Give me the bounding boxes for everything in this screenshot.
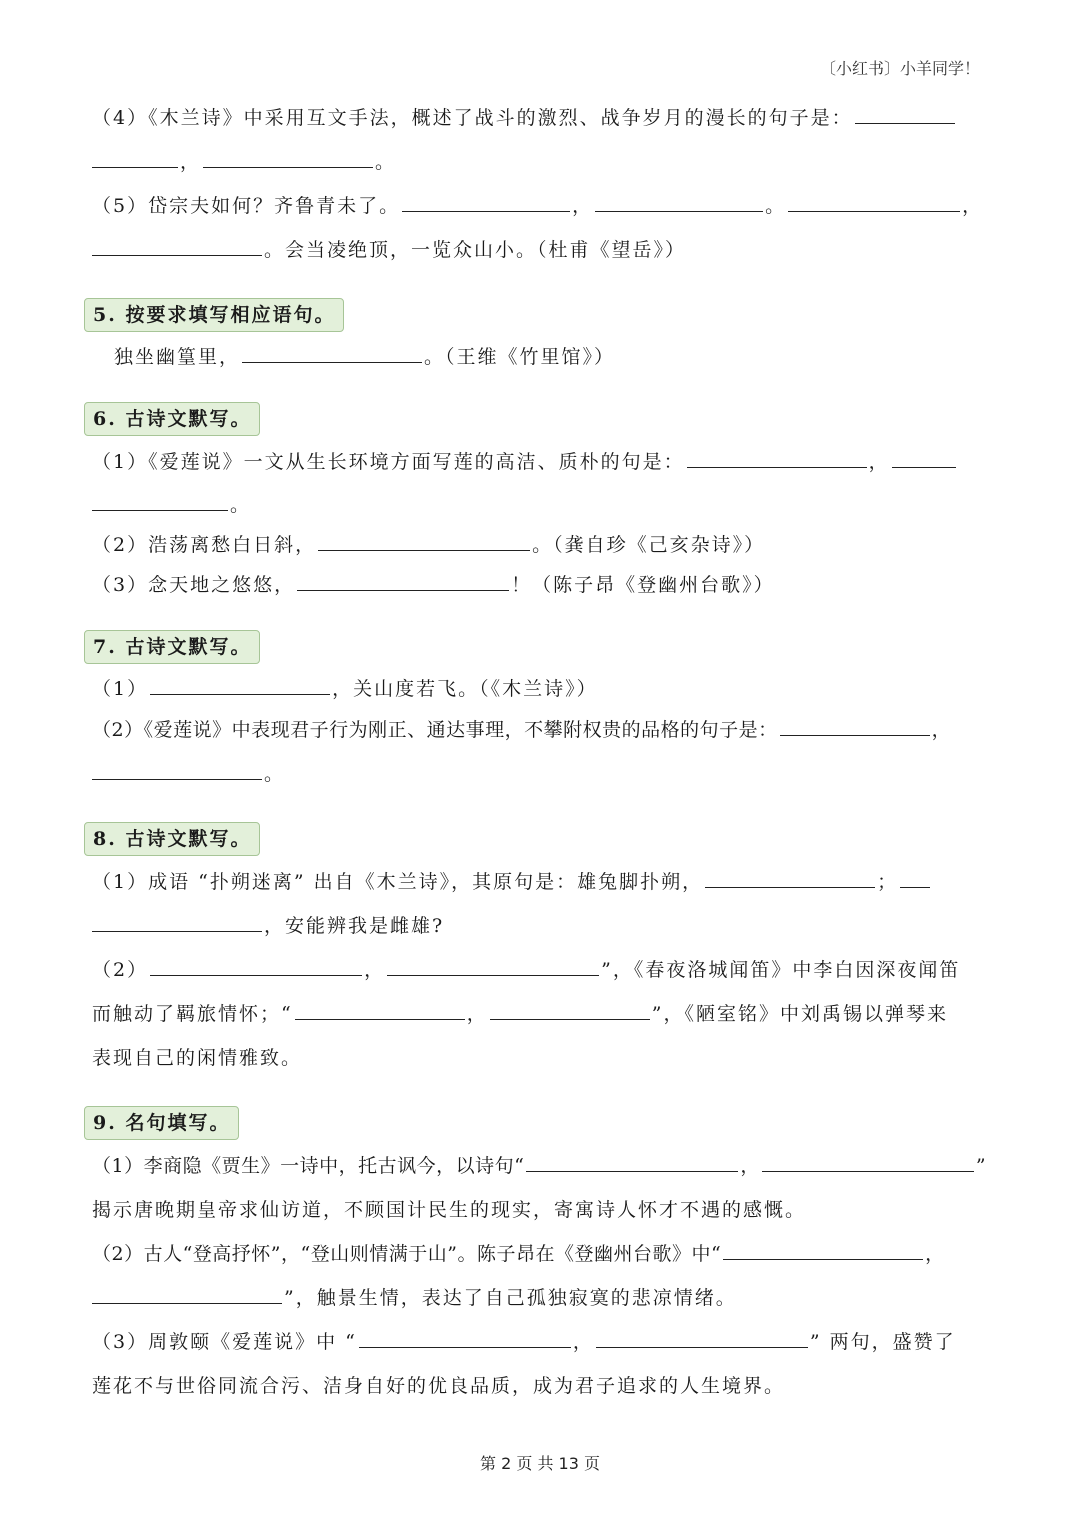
answer-blank[interactable] bbox=[855, 97, 955, 124]
question-text: （1）成语 “扑朔迷离” 出自《木兰诗》，其原句是：雄兔脚扑朔， bbox=[92, 871, 704, 893]
s9-q1-line-1 bbox=[92, 1144, 988, 1188]
section-5-heading: 5. 按要求填写相应语句。 bbox=[84, 298, 344, 332]
punct: 。 bbox=[230, 494, 252, 516]
answer-blank[interactable] bbox=[387, 949, 599, 976]
answer-blank[interactable] bbox=[490, 993, 650, 1020]
punct: ， bbox=[962, 195, 984, 217]
question-text: 揭示唐晚期皇帝求仙访道，不顾国计民生的现实，寄寓诗人怀才不遇的感慨。 bbox=[92, 1199, 807, 1221]
punct: 。 bbox=[264, 763, 286, 785]
s8-q2-line-1 bbox=[92, 948, 988, 992]
punct: 。 bbox=[765, 195, 787, 217]
s9-q2-line-2 bbox=[92, 1276, 988, 1320]
answer-blank[interactable] bbox=[687, 441, 867, 468]
answer-blank[interactable] bbox=[242, 336, 422, 363]
answer-blank[interactable] bbox=[892, 441, 956, 468]
punct: ， bbox=[466, 1003, 488, 1025]
section-8-heading: 8. 古诗文默写。 bbox=[84, 822, 260, 856]
worksheet-content bbox=[92, 96, 988, 1408]
question-text: 。（龚自珍《己亥杂诗》） bbox=[532, 534, 766, 556]
question-text: （1）《爱莲说》一文从生长环境方面写莲的高洁、质朴的句是： bbox=[92, 451, 685, 473]
answer-blank[interactable] bbox=[762, 1145, 974, 1172]
punct: 。 bbox=[375, 151, 397, 173]
answer-blank[interactable] bbox=[723, 1233, 923, 1260]
question-text: 独坐幽篁里， bbox=[114, 346, 241, 368]
watermark: 〔小红书〕小羊同学！ bbox=[819, 59, 980, 78]
answer-blank[interactable] bbox=[92, 1277, 282, 1304]
punct: ， bbox=[740, 1155, 760, 1177]
answer-blank[interactable] bbox=[595, 185, 763, 212]
question-text: ”，《陋室铭》中刘禹锡以弹琴来 bbox=[651, 1003, 948, 1025]
s7-q1 bbox=[92, 668, 988, 708]
page-number: 第 2 页 共 13 页 bbox=[480, 1454, 600, 1473]
question-text: （3）念天地之悠悠， bbox=[92, 574, 296, 596]
section-9-heading: 9. 名句填写。 bbox=[84, 1106, 239, 1140]
s8-q1-line-2 bbox=[92, 904, 988, 948]
answer-blank[interactable] bbox=[150, 949, 362, 976]
question-text: （2）古人“登高抒怀”，“登山则情满于山”。陈子昂在《登幽州台歌》中“ bbox=[92, 1243, 722, 1265]
question-text: 。会当凌绝顶，一览众山小。（杜甫《望岳》） bbox=[264, 239, 687, 261]
question-text: 而触动了羁旅情怀；“ bbox=[92, 1003, 293, 1025]
s7-q2-line-1 bbox=[92, 708, 988, 752]
answer-blank[interactable] bbox=[297, 564, 509, 591]
question-text: （2） bbox=[92, 959, 149, 981]
s9-q3-line-1 bbox=[92, 1320, 988, 1364]
question-text: 莲花不与世俗同流合污、洁身自好的优良品质，成为君子追求的人生境界。 bbox=[92, 1375, 786, 1397]
q4-line-1 bbox=[92, 96, 988, 140]
q5-line-2 bbox=[92, 228, 988, 272]
answer-blank[interactable] bbox=[705, 861, 875, 888]
s5-line-1 bbox=[92, 336, 988, 376]
s8-q2-line-3 bbox=[92, 1036, 988, 1080]
question-text: ”，触景生情，表达了自己孤独寂寞的悲凉情绪。 bbox=[284, 1287, 737, 1309]
punct: ， bbox=[925, 1243, 945, 1265]
punct: ， bbox=[364, 959, 386, 981]
s7-q2-line-2 bbox=[92, 752, 988, 796]
answer-blank[interactable] bbox=[788, 185, 960, 212]
answer-blank[interactable] bbox=[92, 484, 228, 511]
s9-q1-line-2 bbox=[92, 1188, 988, 1232]
answer-blank[interactable] bbox=[402, 185, 570, 212]
question-text: （4）《木兰诗》中采用互文手法，概述了战斗的激烈、战争岁月的漫长的句子是： bbox=[92, 107, 853, 129]
s9-q2-line-1 bbox=[92, 1232, 988, 1276]
answer-blank[interactable] bbox=[526, 1145, 738, 1172]
section-6-heading: 6. 古诗文默写。 bbox=[84, 402, 260, 436]
question-text: 。（王维《竹里馆》） bbox=[424, 346, 616, 368]
punct: ， bbox=[572, 195, 594, 217]
punct: ， bbox=[868, 451, 890, 473]
question-text: ” 两句，盛赞了 bbox=[809, 1331, 956, 1353]
question-text: ，安能辨我是雌雄? bbox=[264, 915, 445, 937]
answer-blank[interactable] bbox=[359, 1321, 571, 1348]
section-7-heading: 7. 古诗文默写。 bbox=[84, 630, 260, 664]
question-text: （2）浩荡离愁白日斜， bbox=[92, 534, 317, 556]
answer-blank[interactable] bbox=[780, 709, 930, 736]
question-text: （3）周敦颐《爱莲说》中 “ bbox=[92, 1331, 357, 1353]
q4-line-2 bbox=[92, 140, 988, 184]
answer-blank[interactable] bbox=[92, 229, 262, 256]
s6-q2 bbox=[92, 524, 988, 564]
punct: ” bbox=[975, 1155, 987, 1177]
answer-blank[interactable] bbox=[92, 905, 262, 932]
answer-blank[interactable] bbox=[92, 753, 262, 780]
answer-blank[interactable] bbox=[900, 861, 930, 888]
question-text: 表现自己的闲情雅致。 bbox=[92, 1047, 303, 1069]
s6-q3 bbox=[92, 564, 988, 604]
s9-q3-line-2 bbox=[92, 1364, 988, 1408]
question-text: （1）李商隐《贾生》一诗中，托古讽今，以诗句“ bbox=[92, 1155, 525, 1177]
question-text: ，关山度若飞。（《木兰诗》） bbox=[332, 678, 598, 700]
question-text: （2）《爱莲说》中表现君子行为刚正、通达事理，不攀附权贵的品格的句子是： bbox=[92, 719, 778, 741]
answer-blank[interactable] bbox=[92, 141, 178, 168]
answer-blank[interactable] bbox=[596, 1321, 808, 1348]
punct: ， bbox=[931, 719, 952, 741]
q5-line-1 bbox=[92, 184, 988, 228]
s8-q1-line-1 bbox=[92, 860, 988, 904]
answer-blank[interactable] bbox=[203, 141, 373, 168]
answer-blank[interactable] bbox=[295, 993, 465, 1020]
question-text: ”，《春夜洛城闻笛》中李白因深夜闻笛 bbox=[601, 959, 961, 981]
question-text: ！（陈子昂《登幽州台歌》） bbox=[511, 574, 775, 596]
punct: ， bbox=[572, 1331, 594, 1353]
punct: ； bbox=[877, 871, 899, 893]
answer-blank[interactable] bbox=[318, 524, 530, 551]
s8-q2-line-2 bbox=[92, 992, 988, 1036]
punct: ， bbox=[180, 151, 202, 173]
question-text: （5）岱宗夫如何？齐鲁青未了。 bbox=[92, 195, 401, 217]
answer-blank[interactable] bbox=[150, 668, 330, 695]
question-text: （1） bbox=[92, 678, 149, 700]
s6-q1-line-2 bbox=[92, 484, 988, 524]
s6-q1-line-1 bbox=[92, 440, 988, 484]
